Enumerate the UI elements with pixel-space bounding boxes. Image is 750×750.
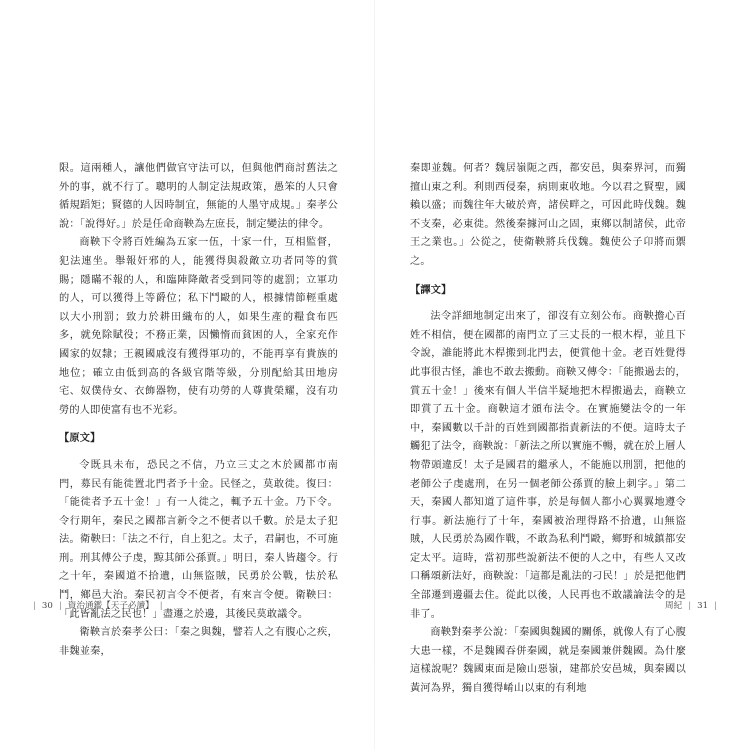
section-heading-original: 【原文】 [59, 432, 101, 445]
left-paragraph-4: 衛鞅言於秦孝公曰：「秦之與魏，譬若人之有腹心之疾，非魏並秦， [59, 627, 338, 657]
book-title: 資治通鑑【天子必讀】 [67, 601, 154, 611]
right-page [375, 0, 750, 750]
left-paragraph-2: 商鞅下令將百姓編為五家一伍，十家一什，互相監督，犯法連坐。舉報奸邪的人，能獲得與殺敵立功者同等的賞賜；隱瞞不報的人，和臨陣降敵者受到同等的處罰；立軍功的人，可以獲得上等爵位；私下鬥毆的人，根據情節輕重處以大小刑罰；致力於耕田織布的人，如果生產的糧食布匹多，就免除賦役；不務正業，因懶惰而貧困的人，全家充作國家的奴隸；王親國戚沒有獲得軍功的，不能再享有貴族的地位；確立由低到高的各級官階等級，分別配給其田地房宅、奴僕侍女、衣飾器物，使有功勞的人尊貴榮耀，沒有功勞的人即使富有也不光彩。 [59, 237, 338, 416]
footer-divider: | [159, 601, 163, 611]
left-page-footer [30, 599, 166, 611]
footer-divider: | [58, 601, 62, 611]
footer-divider: | [688, 601, 692, 611]
right-page-body [410, 160, 686, 699]
footer-divider: | [33, 601, 36, 611]
left-paragraph-3: 令既具未布，恐民之不信，乃立三丈之木於國都市南門，募民有能徙置北門者予十金。民怪之，莫敢徙。復曰：「能徙者予五十金！」有一人徙之，輒予五十金。乃下令。令行期年，秦民之國都言新令之不便者以千數。於是太子犯法。衛鞅曰：「法之不行，自上犯之。太子，君嗣也，不可施刑。刑其傅公子虔，黥其師公孫賈。」明日，秦人皆趨令。行之十年，秦國道不拾遺，山無盜賊，民勇於公戰，怯於私鬥，鄉邑大治。秦民初言令不便者，有來言令便。衛鞅曰：「此皆亂法之民也！」盡遷之於邊，其後民莫敢議令。 [59, 459, 338, 620]
section-heading-translation: 【譯文】 [410, 283, 452, 296]
right-page-footer [662, 599, 720, 611]
right-page-number: 31 [697, 601, 709, 611]
left-paragraph-1: 限。這兩種人，讓他們做官守法可以，但與他們商討舊法之外的事，就不行了。聰明的人制定法規政策，愚笨的人只會循規蹈矩；賢德的人因時制宜，無能的人墨守成規。」秦孝公說：「說得好。」於是任命商鞅為左庶長，制定變法的律令。 [59, 163, 338, 230]
right-paragraph-1: 秦即並魏。何者？魏居嶺阨之西，都安邑，與秦界河，而獨擅山東之利。利則西侵秦，病則東收地。今以君之賢聖，國賴以盛；而魏往年大破於齊，諸侯畔之，可因此時伐魏。魏不支秦，必東徙。然後秦據河山之固，東鄉以制諸侯，此帝王之業也。」公從之，使衛鞅將兵伐魏。魏使公子卬將而禦之。 [410, 163, 686, 267]
left-page-body [59, 160, 338, 661]
section-label: 周紀 [665, 601, 683, 611]
left-page-number: 30 [41, 601, 53, 611]
right-paragraph-3: 商鞅對秦孝公說：「秦國與魏國的關係，就像人有了心腹大患一樣，不是魏國吞併秦國，就是秦國兼併魏國。為什麼這樣說呢？魏國東面是險山惡嶺，建都於安邑城，與秦國以黃河為界，獨自獲得崤山以東的有利地 [410, 627, 686, 695]
right-paragraph-2: 法令詳細地制定出來了，卻沒有立刻公布。商鞅擔心百姓不相信，便在國都的南門立了三丈長的一根木桿，並且下令說，誰能將此木桿搬到北門去，便賞他十金。老百姓覺得此事很古怪，誰也不敢去搬動。商鞅又傳令：「能搬過去的，賞五十金！」後來有個人半信半疑地把木桿搬過去，商鞅立即賞了五十金。商鞅這才頒布法令。在實施變法令的一年中，秦國數以千計的百姓到國都指責新法的不便。這時太子觸犯了法令，商鞅說：「新法之所以實施不暢，就在於上層人物帶頭違反！太子是國君的繼承人，不能施以刑罰，把他的老師公子虔處刑，在另一個老師公孫賈的臉上刺字。」第二天，秦國人都知道了這件事，於是每個人都小心翼翼地遵令行事。新法施行了十年，秦國被治理得路不拾遺，山無盜賊，人民勇於為國作戰，不敢為私利鬥毆，鄉野和城鎮都安定太平。這時，當初那些說新法不便的人之中，有些人又改口稱頌新法好，商鞅說：「這都是亂法的刁民！」於是把他們全部遷到邊疆去住。從此以後，人民再也不敢議論法令的是非了。 [410, 311, 686, 620]
footer-divider: | [714, 601, 717, 611]
